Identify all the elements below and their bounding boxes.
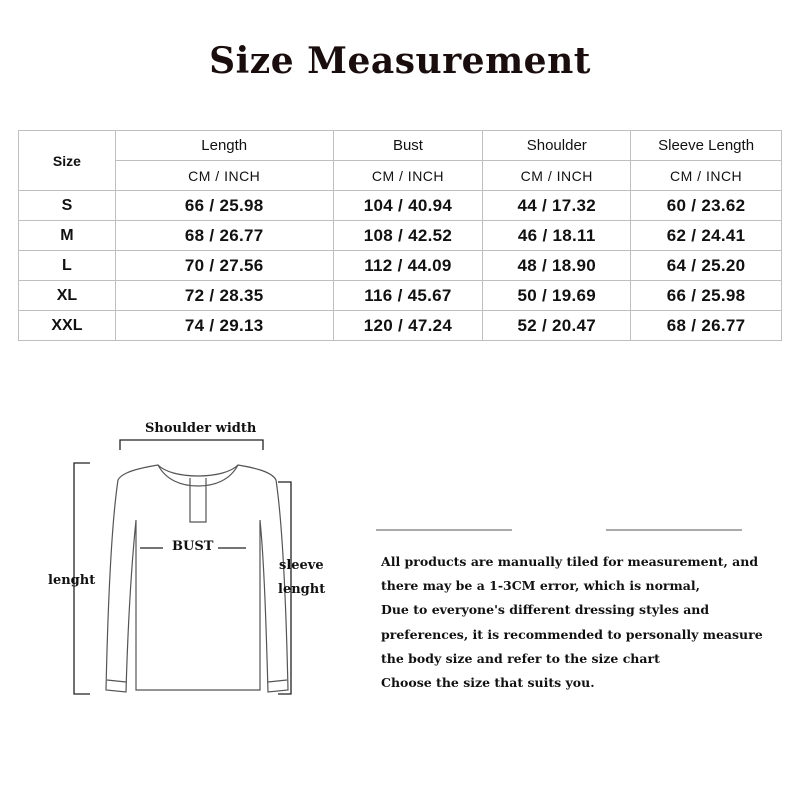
- bust-value: 112 / 44.09: [333, 251, 483, 281]
- page-title: Size Measurement: [209, 40, 591, 82]
- size-name: XXL: [19, 311, 116, 341]
- note-line: the body size and refer to the size chart: [381, 650, 660, 666]
- size-name: M: [19, 221, 116, 251]
- note-line: Choose the size that suits you.: [381, 675, 595, 691]
- size-name: XL: [19, 281, 116, 311]
- note-line: preferences, it is recommended to personally measure: [381, 626, 763, 642]
- length-value: 66 / 25.98: [115, 191, 333, 221]
- shoulder-width-marker: [120, 440, 263, 450]
- shoulder-width-label: Shoulder width: [145, 421, 257, 436]
- bust-value: 120 / 47.24: [333, 311, 483, 341]
- unit-label: CM / INCH: [483, 161, 631, 191]
- bust-value: 104 / 40.94: [333, 191, 483, 221]
- column-header-sleeve-length: Sleeve Length: [631, 131, 782, 161]
- length-value: 70 / 27.56: [115, 251, 333, 281]
- shoulder-value: 52 / 20.47: [483, 311, 631, 341]
- note-line: All products are manually tiled for measurement, and: [381, 554, 759, 569]
- column-header-length: Length: [115, 131, 333, 161]
- size-name: L: [19, 251, 116, 281]
- shoulder-value: 44 / 17.32: [483, 191, 631, 221]
- unit-label: CM / INCH: [631, 161, 782, 191]
- column-header-shoulder: Shoulder: [483, 131, 631, 161]
- bust-label: BUST: [172, 539, 214, 554]
- sleeve-length-value: 62 / 24.41: [631, 221, 782, 251]
- sleeve-length-value: 66 / 25.98: [631, 281, 782, 311]
- shirt-outline: [106, 465, 288, 692]
- sleeve-length-value: 68 / 26.77: [631, 311, 782, 341]
- note-line: there may be a 1-3CM error, which is normal,: [381, 578, 700, 594]
- shoulder-value: 48 / 18.90: [483, 251, 631, 281]
- size-name: S: [19, 191, 116, 221]
- unit-label: CM / INCH: [333, 161, 483, 191]
- length-label: lenght: [48, 573, 96, 588]
- bust-value: 116 / 45.67: [333, 281, 483, 311]
- bust-value: 108 / 42.52: [333, 221, 483, 251]
- length-value: 68 / 26.77: [115, 221, 333, 251]
- measurement-note: [381, 550, 791, 695]
- sleeve-length-value: 64 / 25.20: [631, 251, 782, 281]
- sleeve-label-line2: lenght: [278, 582, 326, 597]
- column-header-bust: Bust: [333, 131, 483, 161]
- length-value: 74 / 29.13: [115, 311, 333, 341]
- shoulder-value: 46 / 18.11: [483, 221, 631, 251]
- sleeve-label-line1: sleeve: [279, 558, 324, 573]
- shoulder-value: 50 / 19.69: [483, 281, 631, 311]
- length-value: 72 / 28.35: [115, 281, 333, 311]
- note-line: Due to everyone's different dressing styles and: [381, 602, 710, 618]
- unit-label: CM / INCH: [115, 161, 333, 191]
- size-column-header: Size: [19, 131, 116, 191]
- sleeve-length-value: 60 / 23.62: [631, 191, 782, 221]
